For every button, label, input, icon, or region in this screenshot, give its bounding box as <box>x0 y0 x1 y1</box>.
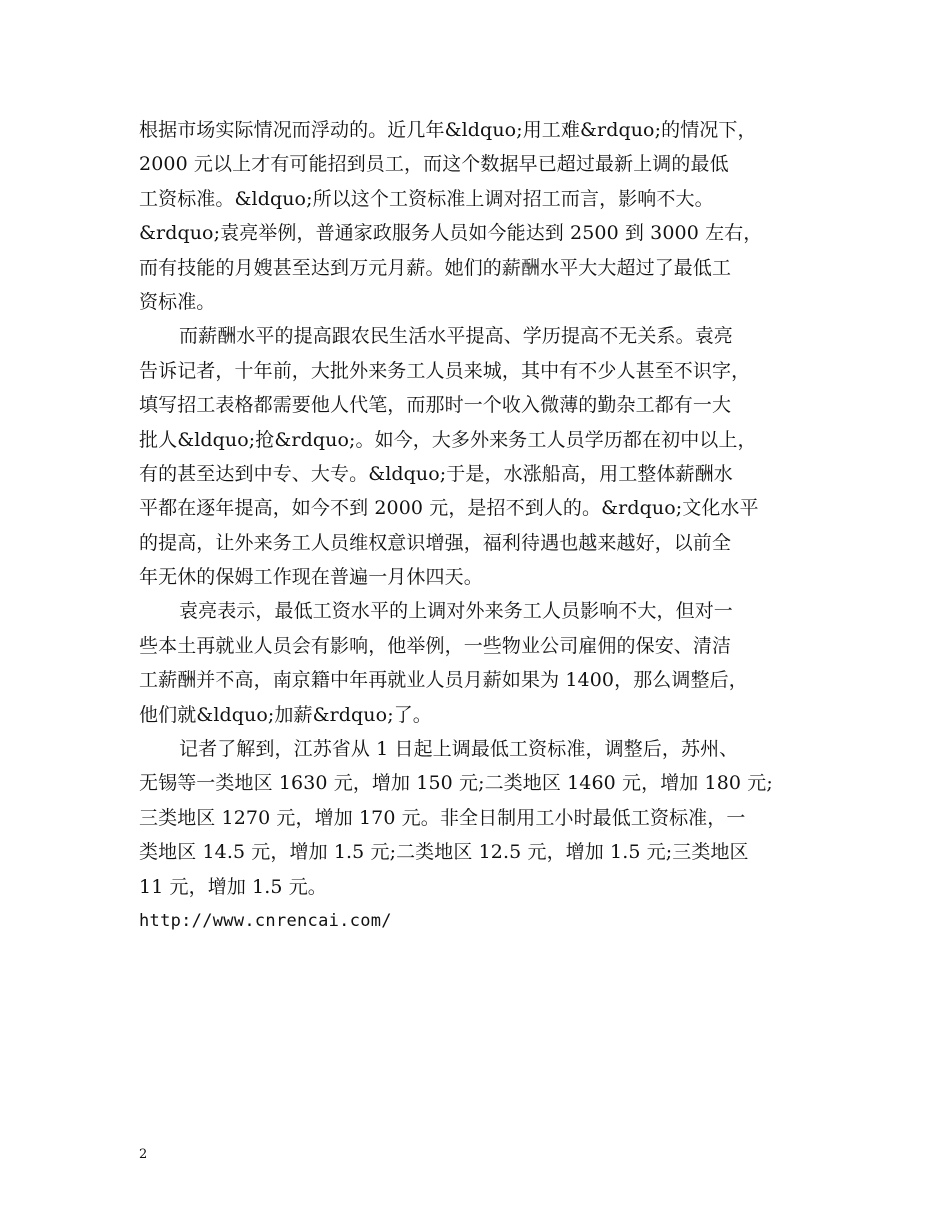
text-line: 填写招工表格都需要他人代笔，而那时一个收入微薄的勤杂工都有一大 <box>139 394 732 417</box>
text-line: 的提高，让外来务工人员维权意识增强，福利待遇也越来越好，以前全 <box>139 531 732 554</box>
text-line: 2000 元以上才有可能招到员工，而这个数据早已超过最新上调的最低 <box>139 153 729 176</box>
text-line: &rdquo;袁亮举例，普通家政服务人员如今能达到 2500 到 3000 左右， <box>139 222 763 245</box>
text-line: 工资标准。&ldquo;所以这个工资标准上调对招工而言，影响不大。 <box>139 187 714 210</box>
text-line: 年无休的保姆工作现在普遍一月休四天。 <box>139 566 483 589</box>
text-line: 他们就&ldquo;加薪&rdquo;了。 <box>139 703 432 726</box>
text-line: 类地区 14.5 元，增加 1.5 元;二类地区 12.5 元，增加 1.5 元;三类地区 <box>139 841 749 864</box>
text-line: 平都在逐年提高，如今不到 2000 元，是招不到人的。&rdquo;文化水平 <box>139 497 759 520</box>
paragraph-start-line: 而薪酬水平的提高跟农民生活水平提高、学历提高不无关系。袁亮 <box>179 325 733 348</box>
page-number: 2 <box>139 1147 148 1162</box>
text-line: 些本土再就业人员会有影响，他举例，一些物业公司雇佣的保安、清洁 <box>139 634 732 657</box>
text-line: 11 元，增加 1.5 元。 <box>139 875 327 898</box>
text-line: 资标准。 <box>139 290 216 313</box>
text-line: 批人&ldquo;抢&rdquo;。如今，大多外来务工人员学历都在初中以上， <box>139 428 757 451</box>
text-line: 而有技能的月嫂甚至达到万元月薪。她们的薪酬水平大大超过了最低工 <box>139 256 732 279</box>
text-line: 告诉记者，十年前，大批外来务工人员来城，其中有不少人甚至不识字， <box>139 359 751 382</box>
text-line: 有的甚至达到中专、大专。&ldquo;于是，水涨船高，用工整体薪酬水 <box>139 462 733 485</box>
paragraph-start-line: 袁亮表示，最低工资水平的上调对外来务工人员影响不大，但对一 <box>179 600 733 623</box>
text-line: 工薪酬并不高，南京籍中年再就业人员月薪如果为 1400，那么调整后， <box>139 669 748 692</box>
text-line: 无锡等一类地区 1630 元，增加 150 元;二类地区 1460 元，增加 180 元; <box>139 772 773 795</box>
paragraph-start-line: 记者了解到，江苏省从 1 日起上调最低工资标准，调整后，苏州、 <box>179 738 739 761</box>
text-line: 三类地区 1270 元，增加 170 元。非全日制用工小时最低工资标准，一 <box>139 806 746 829</box>
text-line: 根据市场实际情况而浮动的。近几年&ldquo;用工难&rdquo;的情况下， <box>139 119 757 141</box>
article-body <box>139 113 839 938</box>
source-url: http://www.cnrencai.com/ <box>139 910 392 931</box>
